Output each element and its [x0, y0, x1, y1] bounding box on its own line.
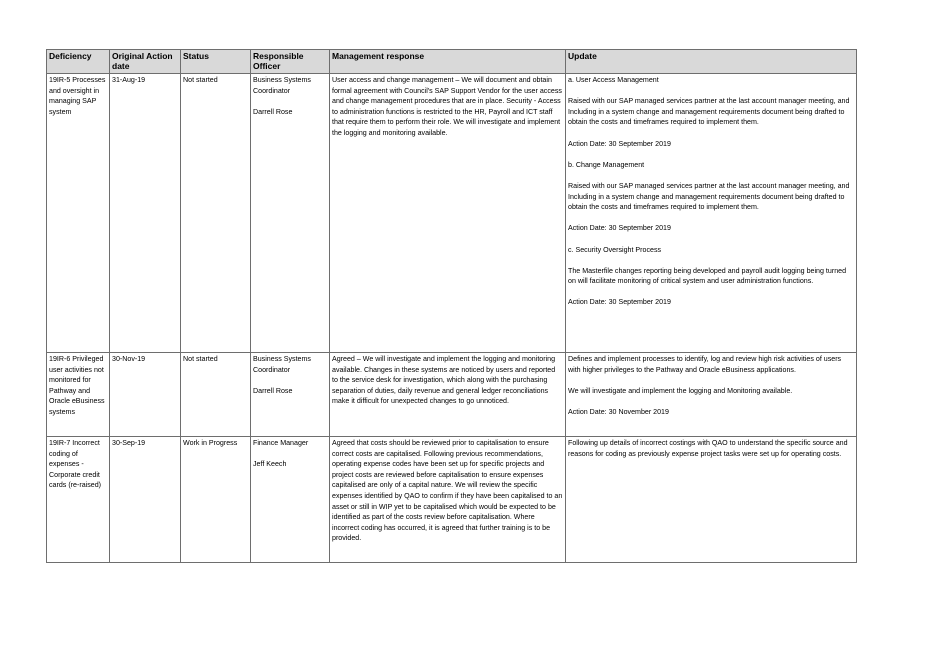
update-paragraph: Raised with our SAP managed services partner at the last account manager meeting, and Including in a system change and management requirements document being drafted to obtain the costs and timeframes required to implement them.: [568, 181, 850, 212]
deficiency-cell: [47, 74, 110, 353]
status-text: Work in Progress: [183, 439, 238, 447]
update-cell: [566, 437, 857, 563]
update-paragraph: Action Date: 30 September 2019: [568, 224, 671, 233]
officer-role-text: Business Systems Coordinator: [253, 355, 311, 374]
header-original-action-date: Original Action date: [110, 50, 181, 74]
status-text: Not started: [183, 355, 218, 363]
header-update: Update: [566, 50, 857, 74]
update-paragraph: The Masterfile changes reporting being developed and payroll audit logging being turned on will facilitate monitoring of critical system and user administration functions.: [568, 266, 847, 286]
officer-name-text: Darrell Rose: [253, 386, 293, 395]
update-paragraph: a. User Access Management: [568, 76, 659, 84]
status-cell: [181, 74, 251, 353]
update-paragraph: Following up details of incorrect costings with QAO to understand the specific source and reasons for coding as previously expense project tasks were set up for operating costs.: [568, 439, 848, 458]
update-paragraph: c. Security Oversight Process: [568, 245, 662, 254]
officer-name-text: Jeff Keech: [253, 460, 287, 469]
deficiency-text: 19IR-7 Incorrect coding of expenses - Corporate credit cards (re-raised): [49, 439, 102, 490]
management-response-cell: [330, 437, 566, 563]
date-cell: [110, 437, 181, 563]
deficiency-text: 19IR-6 Privileged user activities not monitored for Pathway and Oracle eBusiness systems: [49, 355, 105, 416]
update-paragraph: We will investigate and implement the logging and Monitoring available.: [568, 386, 793, 395]
management-response-text: Agreed – We will investigate and implement the logging and monitoring available. Changes in these systems are noticed by users and reported to the service desk for investigation, which along with the purchasing separation of duties, daily revenue and general ledger reconciliations make it difficult for unexpected changes to go unnoticed.: [332, 355, 556, 406]
update-paragraph: b. Change Management: [568, 160, 645, 169]
management-response-text: User access and change management – We will document and obtain formal agreement with Council's SAP Support Vendor for the user access and change management procedures that are in place. Security - Access to administration functions is restricted to the HR, Payroll and ICT staff that require them to perform their role. We will investigate and implement the logging and monitoring available.: [332, 76, 562, 137]
update-paragraph: Raised with our SAP managed services partner at the last account manager meeting, and Including in a system change and management requirements document being drafted to obtain the costs and timeframes required to implement them.: [568, 97, 850, 127]
header-management-response: Management response: [330, 50, 566, 74]
management-response-cell: [330, 74, 566, 353]
update-paragraph: Action Date: 30 November 2019: [568, 407, 669, 416]
management-response-text: Agreed that costs should be reviewed prior to capitalisation to ensure correct costs are capitalised. Following previous recommendations, operating expense codes have been set up for specific projects and project costs are reviewed before capitalisation to ensure expenses capitalised are only of a capital nature. We will review the specific expenses identified by QAO to confirm if they have been capitalised to an asset or still in WIP yet to be capitalised which would be expected to be identified as part of the costs review before capitalisation. Where incorrect coding has occurred, it is agreed that further training is to be provided.: [332, 439, 563, 543]
officer-name-text: Darrell Rose: [253, 107, 293, 116]
audit-findings-table: [46, 49, 857, 563]
action-date-text: 30-Sep-19: [112, 439, 146, 447]
update-cell: [566, 74, 857, 353]
officer-role-text: Finance Manager: [253, 439, 309, 447]
header-status: Status: [181, 50, 251, 74]
deficiency-cell: [47, 437, 110, 563]
table-row: [47, 353, 857, 437]
deficiency-cell: [47, 353, 110, 437]
date-cell: [110, 353, 181, 437]
deficiency-text: 19IR-5 Processes and oversight in managing SAP system: [49, 76, 106, 116]
table-row: [47, 437, 857, 563]
date-cell: [110, 74, 181, 353]
officer-cell: [251, 437, 330, 563]
action-date-text: 31-Aug-19: [112, 76, 146, 84]
status-cell: [181, 437, 251, 563]
table-row: [47, 74, 857, 353]
update-paragraph: Defines and implement processes to identify, log and review high risk activities of users with higher privileges to the Pathway and Oracle eBusiness applications.: [568, 355, 842, 374]
header-deficiency: Deficiency: [47, 50, 110, 74]
officer-role-text: Business Systems Coordinator: [253, 76, 311, 95]
status-text: Not started: [183, 76, 218, 84]
update-paragraph: Action Date: 30 September 2019: [568, 139, 671, 148]
status-cell: [181, 353, 251, 437]
management-response-cell: [330, 353, 566, 437]
table-header-row: [47, 50, 857, 74]
officer-cell: [251, 353, 330, 437]
officer-cell: [251, 74, 330, 353]
header-responsible-officer: Responsible Officer: [251, 50, 330, 74]
update-paragraph: Action Date: 30 September 2019: [568, 298, 671, 307]
action-date-text: 30-Nov-19: [112, 355, 146, 363]
update-cell: [566, 353, 857, 437]
